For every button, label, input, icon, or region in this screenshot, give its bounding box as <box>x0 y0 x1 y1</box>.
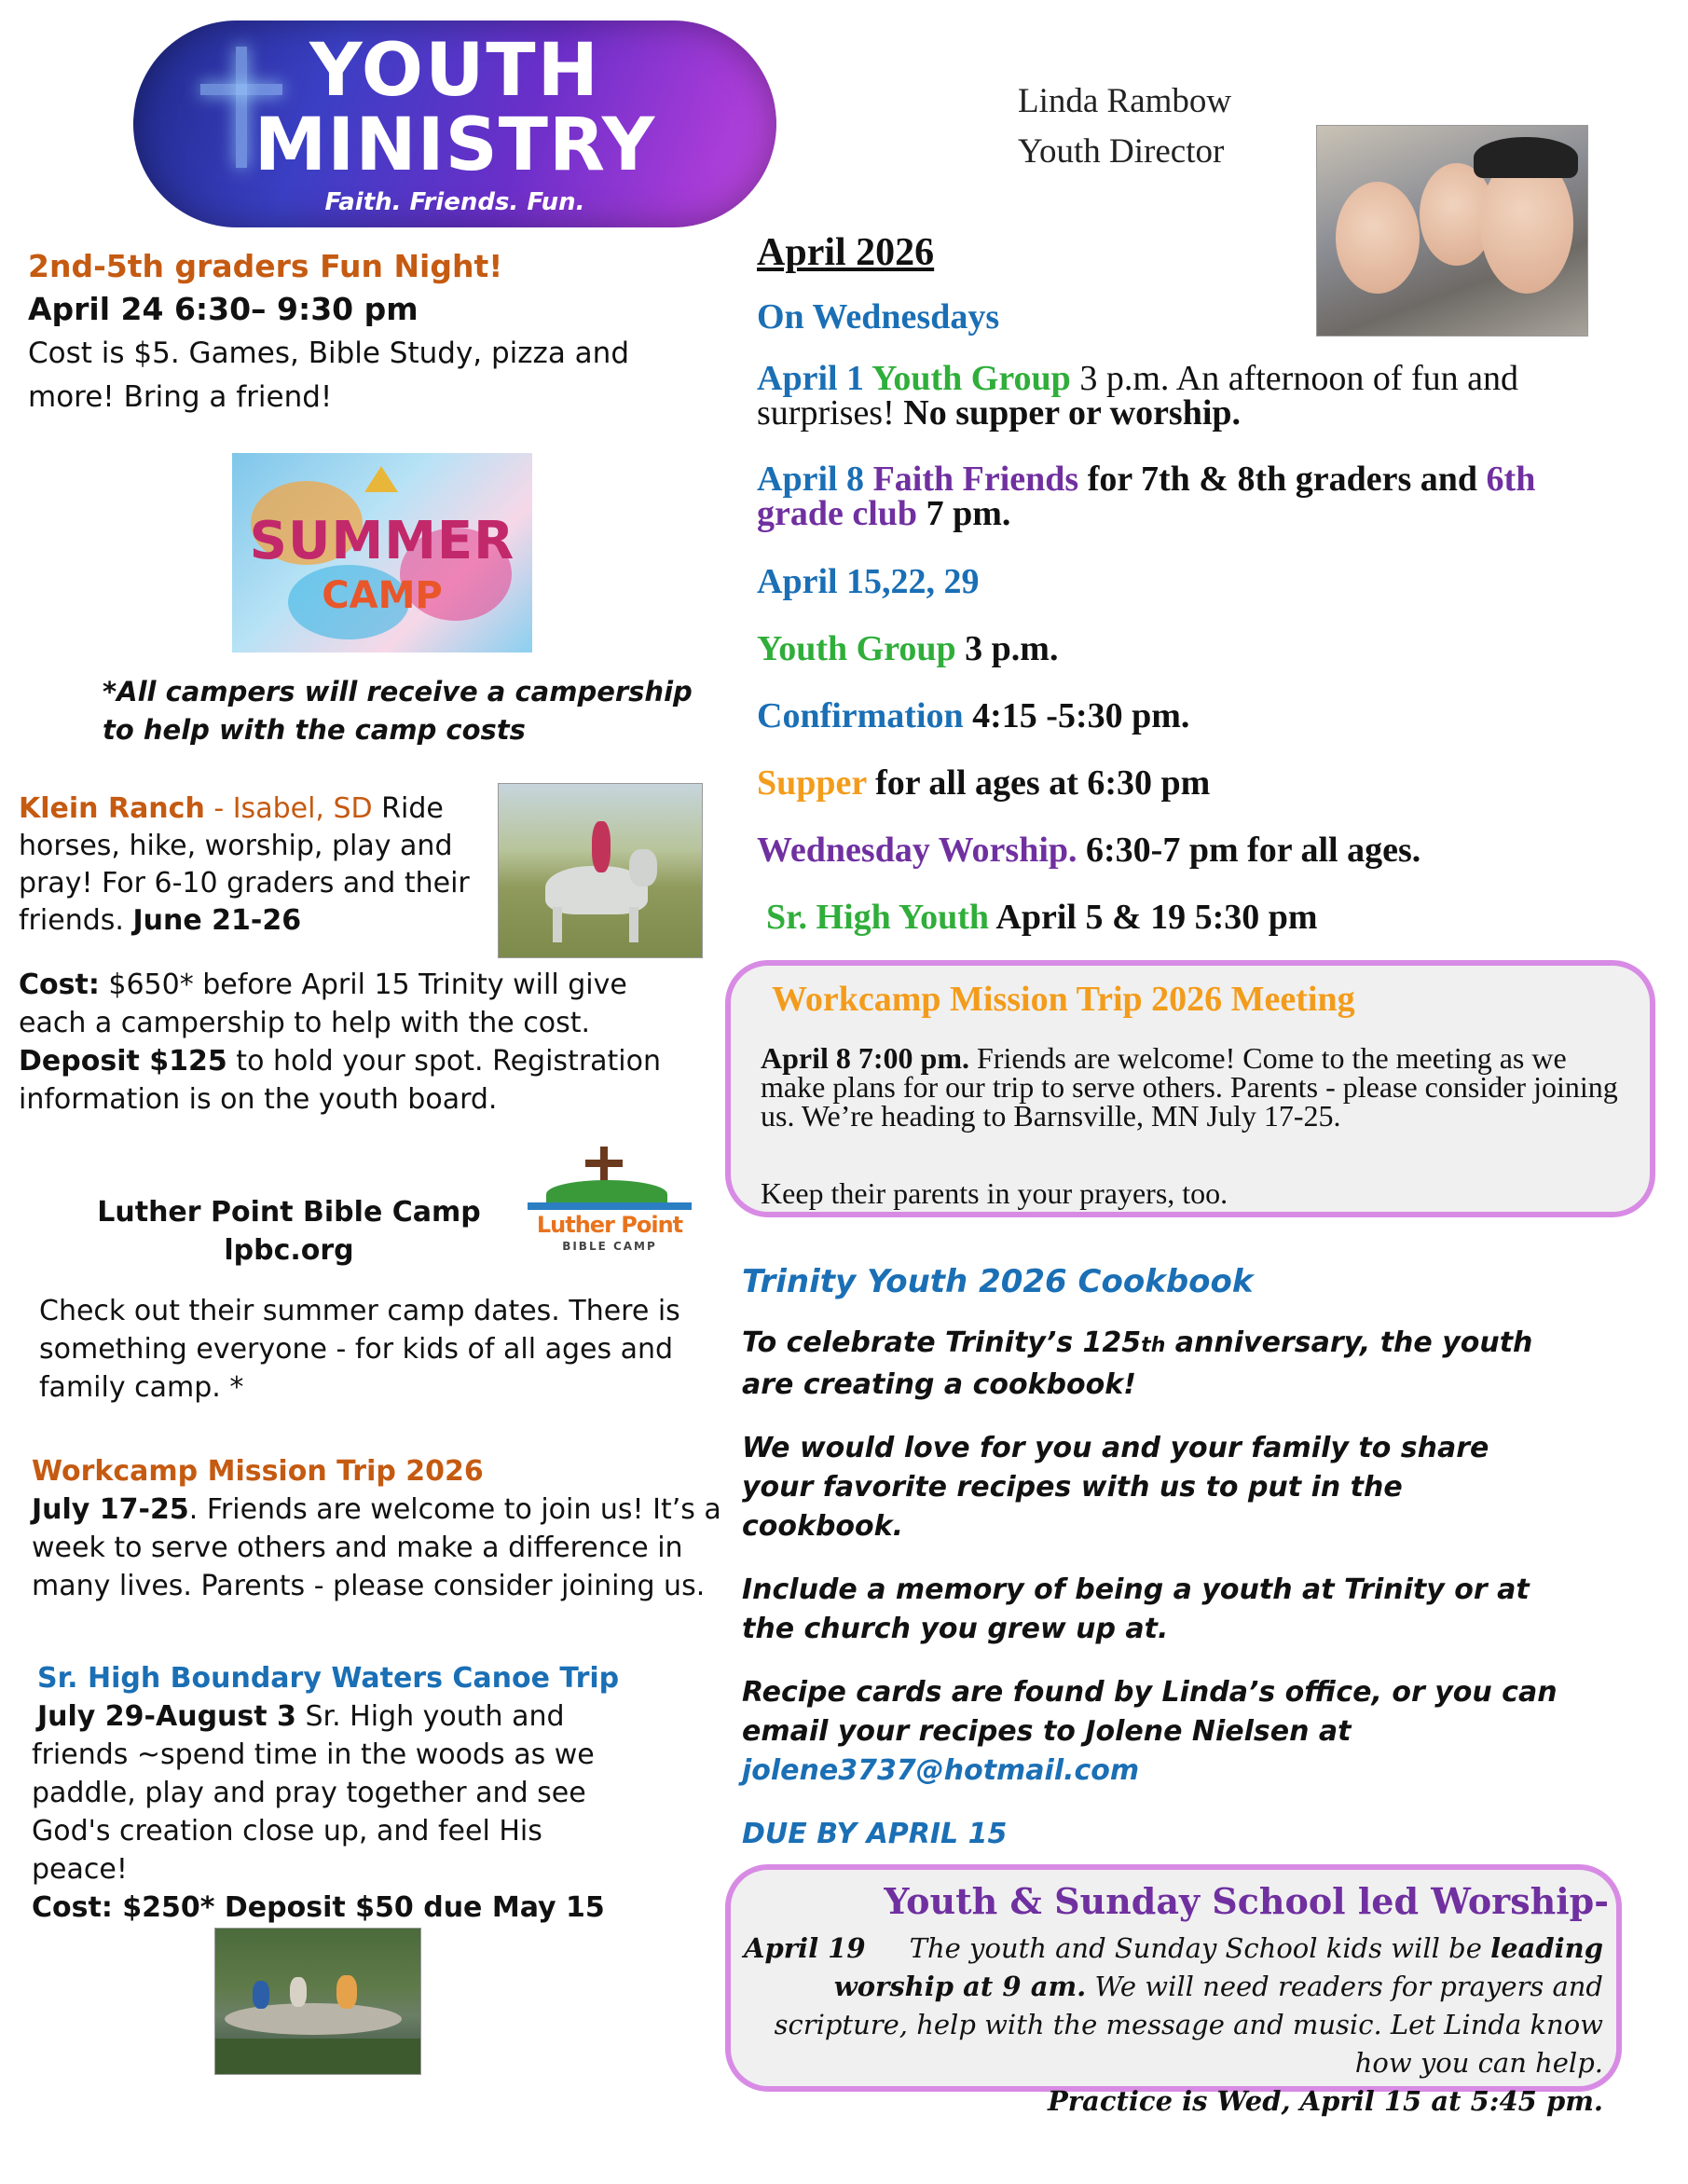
face-shape <box>1336 182 1420 294</box>
workcamp-left-dates: July 17-25 <box>32 1493 189 1526</box>
schedule-worship <box>757 831 1628 869</box>
april8-text: for 7th & 8th graders and <box>1078 460 1487 499</box>
cookbook-email-link[interactable]: jolene3737@hotmail.com <box>742 1754 1140 1787</box>
boundary-section <box>32 1659 628 1927</box>
rider-shape <box>592 821 611 872</box>
workcamp-box-text2: Keep their parents in your prayers, too. <box>761 1176 1228 1210</box>
fun-night-section <box>28 246 671 419</box>
cookbook-p2: We would love for you and your family to share your favorite recipes with us to put in the cookbook. <box>742 1432 1489 1543</box>
klein-cost-label: Cost: <box>19 968 100 1001</box>
klein-deposit-label: Deposit $125 <box>19 1045 227 1078</box>
klein-deposit-text: to hold your spot. Registration information is on the youth board. <box>19 1045 661 1116</box>
cross-icon-bar <box>585 1160 623 1167</box>
luther-point-url: lpbc.org <box>224 1234 354 1267</box>
cookbook-p1a: To celebrate Trinity’s 125 <box>742 1326 1142 1359</box>
srhigh-text: April 5 & 19 5:30 pm <box>989 898 1318 937</box>
sunday-box-title: Youth & Sunday School led Worship- <box>884 1880 1609 1922</box>
cookbook-due: DUE BY APRIL 15 <box>742 1818 1008 1850</box>
schedule-block <box>757 295 1628 936</box>
horse-photo <box>498 783 703 958</box>
lp-logo-line2: BIBLE CAMP <box>562 1240 657 1253</box>
klein-location: - Isabel, SD <box>204 792 373 825</box>
horse-leg <box>553 907 562 942</box>
klein-ranch-section <box>19 790 485 940</box>
april8-event2: 6th grade club <box>757 460 1536 533</box>
klein-cost-text: $650* before April 15 Trinity will give each a campership to help with the cost. <box>19 968 627 1039</box>
confirmation-time: 4:15 -5:30 pm. <box>963 696 1190 735</box>
campership-note: *All campers will receive a campership to help with the camp costs <box>103 676 693 746</box>
summer-camp-word1: SUMMER <box>249 511 515 571</box>
workcamp-box-text <box>761 1041 1637 1133</box>
canoe-photo <box>214 1928 421 2075</box>
supper-text: for all ages at 6:30 pm <box>866 763 1211 803</box>
april1-date: April 1 <box>757 359 865 398</box>
klein-text: Ride horses, hike, worship, play and pray! For 6-10 graders and their friends. <box>19 792 470 937</box>
cookbook-p1 <box>742 1324 1562 1405</box>
sunday-box-t1b: leading worship at 9 am. <box>833 1932 1603 2002</box>
april8-time: 7 pm. <box>917 494 1011 533</box>
logo-line1: YOUTH <box>309 29 600 113</box>
april1-bold: No supper or worship. <box>903 393 1242 433</box>
cookbook-p1b: anniversary, the youth are creating a cookbook! <box>742 1326 1533 1401</box>
summer-camp-word2: CAMP <box>322 574 443 617</box>
worship-label: Wednesday Worship. <box>757 831 1077 870</box>
lp-logo-line1: Luther Point <box>536 1212 683 1238</box>
april1-event: Youth Group <box>864 359 1071 398</box>
fun-night-text: Cost is $5. Games, Bible Study, pizza and more! Bring a friend! <box>28 337 630 414</box>
sunday-box-date: April 19 <box>744 1932 866 1964</box>
luther-point-text: Check out their summer camp dates. There is something everyone - for kids of all ages and family camp. * <box>39 1295 680 1404</box>
boundary-title: Sr. High Boundary Waters Canoe Trip <box>37 1662 620 1695</box>
sunday-box-t2: We will need readers for prayers and scripture, help with the message and music. Let Linda know how you can help. <box>774 1971 1603 2079</box>
schedule-confirmation <box>757 697 1628 735</box>
luther-point-name: Luther Point Bible Camp <box>97 1196 481 1229</box>
tent-icon <box>364 466 398 492</box>
schedule-month: April 2026 <box>757 231 935 274</box>
boundary-text: Sr. High youth and friends ~spend time in the woods as we paddle, play and pray together and see God's creation close up, and feel His peace! <box>32 1700 595 1886</box>
person-shape <box>336 1975 357 2009</box>
cookbook-p4: Recipe cards are found by Linda’s office, or you can email your recipes to Jolene Nielsen at <box>742 1676 1558 1748</box>
logo-line2: MINISTRY <box>254 103 656 187</box>
director-block <box>1018 76 1231 177</box>
confirmation-label: Confirmation <box>757 696 964 735</box>
fun-night-title: 2nd-5th graders Fun Night! <box>28 248 503 284</box>
luther-point-heading <box>93 1193 485 1270</box>
april8-event: Faith Friends <box>872 460 1079 499</box>
cookbook-p3: Include a memory of being a youth at Trinity or at the church you grew up at. <box>742 1573 1530 1645</box>
youth-ministry-logo <box>133 21 776 227</box>
fun-night-date: April 24 6:30– 9:30 pm <box>28 291 419 327</box>
youth-group-time: 3 p.m. <box>955 629 1059 668</box>
sunday-box-body <box>744 1930 1603 2121</box>
cookbook-section <box>742 1260 1562 1854</box>
schedule-youth-group <box>757 630 1628 667</box>
klein-title: Klein Ranch <box>19 792 205 825</box>
april1-text: 3 p.m. An afternoon of fun and surprises! <box>757 359 1518 433</box>
workcamp-box-title: Workcamp Mission Trip 2026 Meeting <box>772 980 1355 1019</box>
klein-cost-block <box>19 966 699 1119</box>
workcamp-box-date: April 8 7:00 pm. <box>761 1041 969 1075</box>
cookbook-p1sup: th <box>1141 1334 1166 1357</box>
boundary-dates: July 29-August 3 <box>37 1700 296 1733</box>
boundary-cost: Cost: $250* Deposit $50 due May 15 <box>32 1891 605 1924</box>
director-name: Linda Rambow <box>1018 82 1232 120</box>
director-title: Youth Director <box>1018 132 1225 171</box>
schedule-srhigh <box>757 899 1628 936</box>
schedule-later-dates: April 15,22, 29 <box>757 562 980 601</box>
april8-date: April 8 <box>757 460 873 499</box>
person-shape <box>290 1977 307 2007</box>
workcamp-left-text: . Friends are welcome to join us! It’s a week to serve others and make a difference in many lives. Parents - please consider joining us. <box>32 1493 721 1602</box>
schedule-supper <box>757 764 1628 802</box>
workcamp-box-body: Friends are welcome! Come to the meeting as we make plans for our trip to serve others. Parents - please consider joining us. We’re heading to Barnsville, MN July 17-25. <box>761 1041 1618 1133</box>
horse-head <box>629 849 657 886</box>
horse-leg <box>629 907 638 942</box>
srhigh-label: Sr. High Youth <box>766 898 990 937</box>
sunday-box-t1: The youth and Sunday School kids will be <box>909 1932 1491 1964</box>
workcamp-left-section <box>32 1452 726 1605</box>
worship-text: 6:30-7 pm for all ages. <box>1077 831 1421 870</box>
schedule-wednesdays: On Wednesdays <box>757 297 1000 337</box>
sunday-box-practice: Practice is Wed, April 15 at 5:45 pm. <box>1047 2085 1603 2117</box>
canoe-shape <box>225 2003 402 2035</box>
cap-shape <box>1474 137 1578 178</box>
water-shape <box>528 1202 692 1210</box>
cookbook-title: Trinity Youth 2026 Cookbook <box>742 1263 1254 1300</box>
lily-pads <box>215 2039 420 2074</box>
summer-camp-image <box>232 453 532 652</box>
schedule-april1 <box>757 359 1628 433</box>
luther-point-logo <box>528 1143 692 1260</box>
sunday-school-box <box>725 1864 1622 2117</box>
workcamp-meeting-box <box>725 960 1655 1217</box>
workcamp-left-title: Workcamp Mission Trip 2026 <box>32 1455 484 1488</box>
logo-tagline: Faith. Friends. Fun. <box>324 188 585 216</box>
schedule-april8 <box>757 462 1628 531</box>
youth-group-label: Youth Group <box>757 629 956 668</box>
person-shape <box>253 1981 269 2009</box>
supper-label: Supper <box>757 763 867 803</box>
klein-dates: June 21-26 <box>132 904 302 937</box>
